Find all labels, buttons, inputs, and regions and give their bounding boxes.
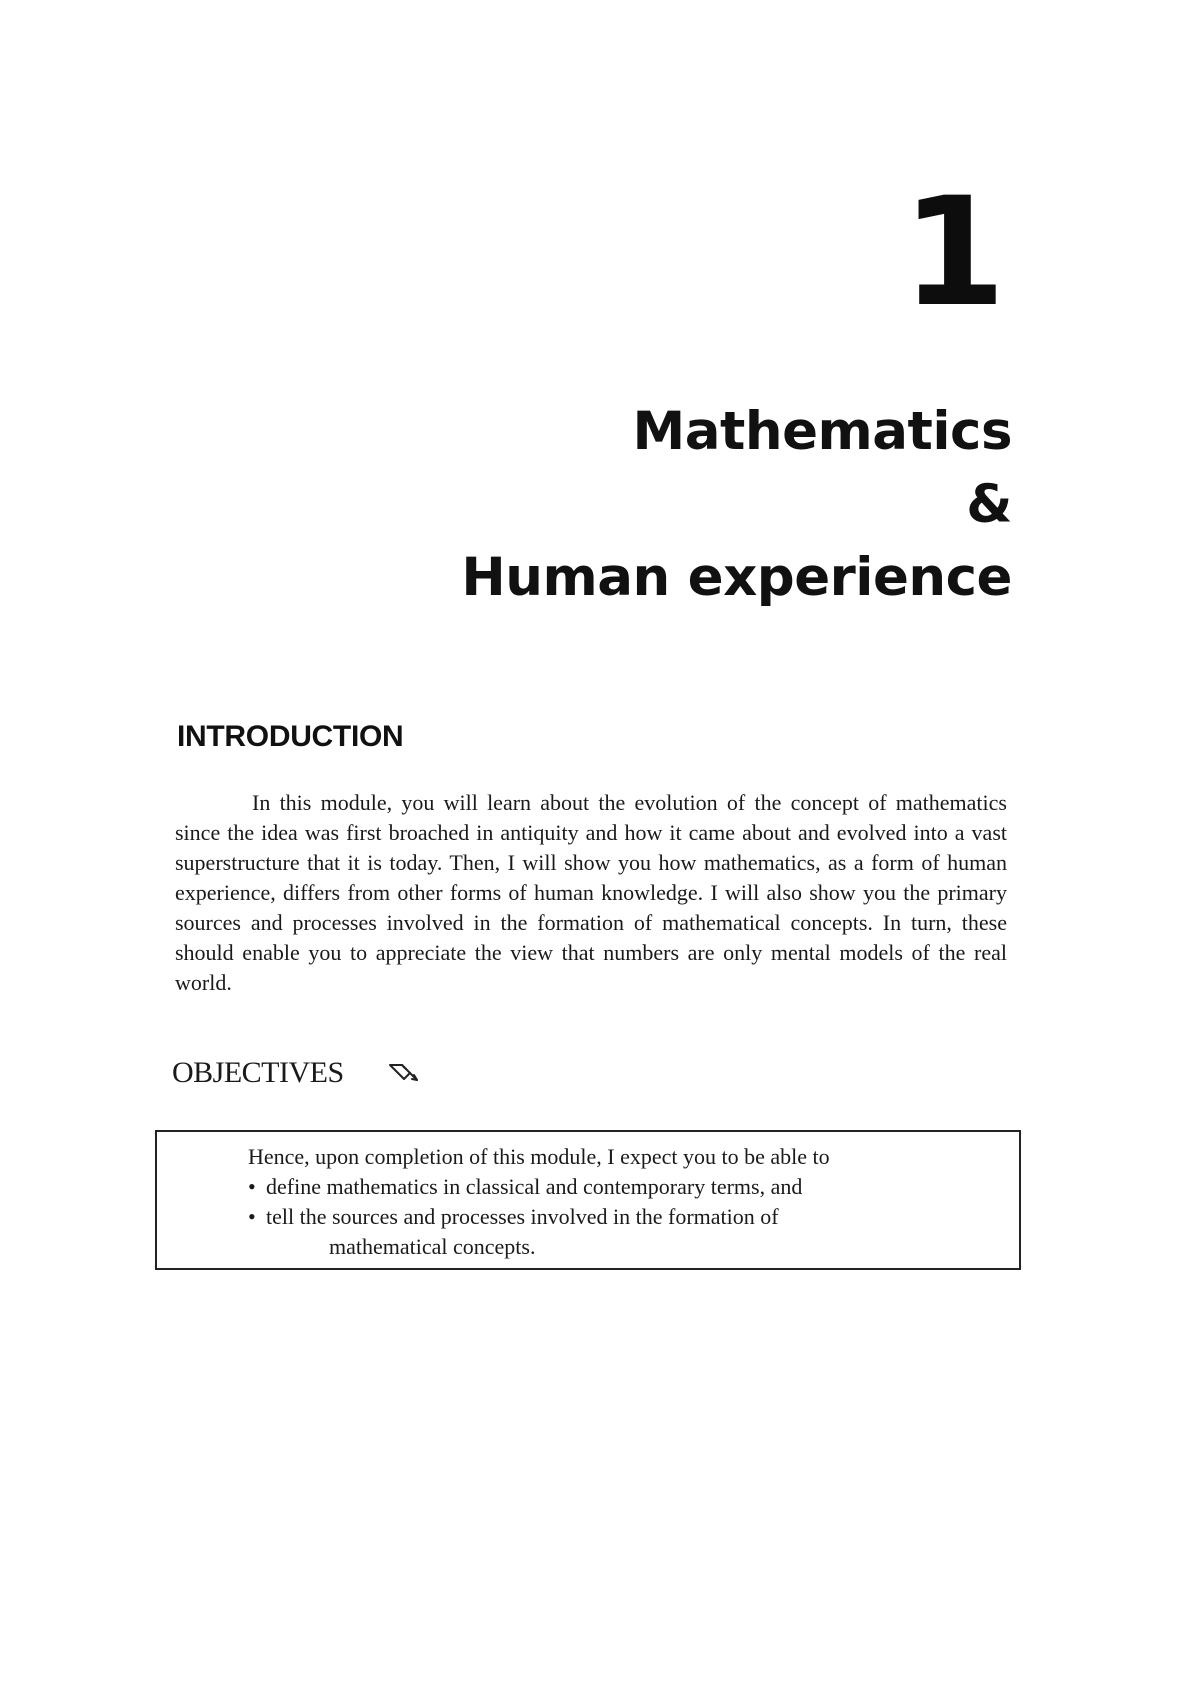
objective-item xyxy=(248,1172,986,1202)
chapter-title xyxy=(312,395,1012,614)
objectives-list xyxy=(248,1172,986,1262)
objective-item-text: define mathematics in classical and contemporary terms, and xyxy=(266,1174,803,1199)
bullet-icon: • xyxy=(248,1204,256,1229)
objective-item-text: tell the sources and processes involved in the formation of xyxy=(266,1204,779,1229)
bullet-icon: • xyxy=(248,1174,256,1199)
pencil-icon xyxy=(388,1061,420,1083)
objective-item-continuation: mathematical concepts. xyxy=(329,1234,536,1259)
objectives-box xyxy=(155,1130,1021,1270)
objective-item xyxy=(248,1202,986,1262)
introduction-heading: INTRODUCTION xyxy=(177,720,404,753)
chapter-title-line-2: & xyxy=(966,474,1012,535)
chapter-title-line-3: Human experience xyxy=(461,547,1012,608)
chapter-title-line-1: Mathematics xyxy=(632,401,1012,462)
introduction-paragraph: In this module, you will learn about the evolution of the concept of mathematics since the idea was first broached in antiquity and how it came about and evolved into a vast superstructure that it is today. Then, I will show you how mathematics, as a form of human experience, differs from other forms of human knowledge. I will also show you the primary sources and processes involved in the formation of mathematical concepts. In turn, these should enable you to appreciate the view that numbers are only mental models of the real world. xyxy=(175,790,1007,995)
chapter-number: 1 xyxy=(901,166,1002,340)
objectives-intro: Hence, upon completion of this module, I expect you to be able to xyxy=(248,1144,830,1169)
objectives-heading: OBJECTIVES xyxy=(172,1056,344,1089)
